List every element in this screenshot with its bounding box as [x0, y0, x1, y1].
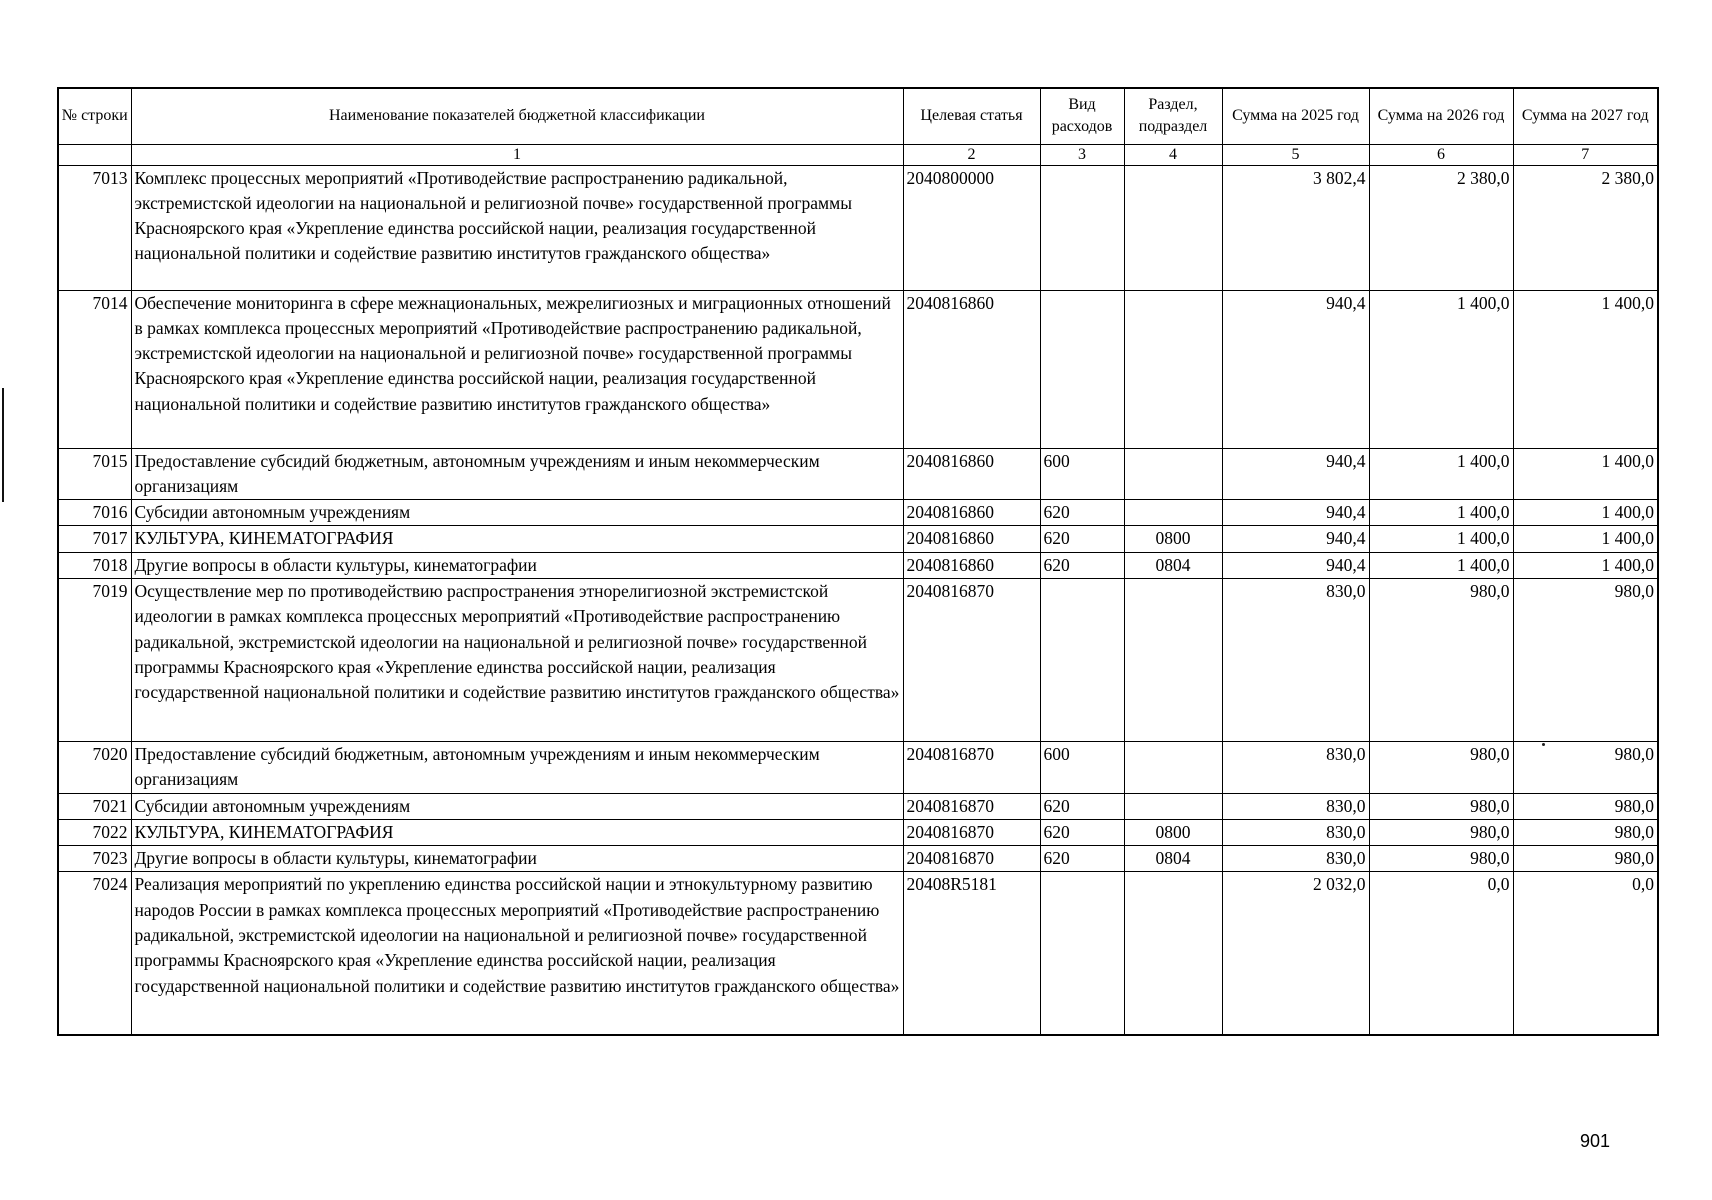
header-row-number: № строки [58, 88, 131, 144]
indicator-name: Комплекс процессных мероприятий «Противодействие распространению радикальной, экстремистской идеологии на национальной и религиозной почве» государственной программы Красноярского края «Укрепление единства российской нации, реализация государственной национальной политики и содействие развитию институтов гражданского общества» [131, 165, 903, 290]
sum-2027: 2 380,0 [1513, 165, 1658, 290]
sum-2027: 1 400,0 [1513, 500, 1658, 526]
row-number: 7022 [58, 819, 131, 845]
sum-2025: 940,4 [1222, 500, 1369, 526]
sum-2026: 1 400,0 [1369, 448, 1513, 500]
indicator-name: Другие вопросы в области культуры, кинематографии [131, 552, 903, 578]
target-item: 2040800000 [903, 165, 1040, 290]
row-number: 7021 [58, 793, 131, 819]
stray-dot [1542, 743, 1545, 746]
sum-2027: 980,0 [1513, 819, 1658, 845]
row-number: 7017 [58, 526, 131, 552]
indicator-name: Реализация мероприятий по укреплению единства российской нации и этнокультурному развитию народов России в рамках комплекса процессных мероприятий «Противодействие распространению радикальной, экстремистской идеологии на национальной и религиозной почве» государственной программы Красноярского края «Укрепление единства российской нации, реализация государственной национальной политики и содействие развитию институтов гражданского общества» [131, 872, 903, 1035]
sum-2027: 1 400,0 [1513, 290, 1658, 448]
section-code: 0804 [1124, 846, 1222, 872]
sum-2025: 940,4 [1222, 448, 1369, 500]
expense-kind: 620 [1040, 819, 1124, 845]
section-code [1124, 872, 1222, 1035]
indicator-name: Субсидии автономным учреждениям [131, 793, 903, 819]
header-target-item: Целевая статья [903, 88, 1040, 144]
target-item: 2040816860 [903, 526, 1040, 552]
column-number: 2 [903, 144, 1040, 165]
table-row [58, 793, 1658, 819]
target-item: 2040816870 [903, 741, 1040, 793]
section-code: 0804 [1124, 552, 1222, 578]
sum-2025: 940,4 [1222, 526, 1369, 552]
target-item: 20408R5181 [903, 872, 1040, 1035]
column-number: 4 [1124, 144, 1222, 165]
column-number: 7 [1513, 144, 1658, 165]
column-number: 6 [1369, 144, 1513, 165]
row-number: 7016 [58, 500, 131, 526]
page-number: 901 [1580, 1131, 1611, 1151]
sum-2026: 2 380,0 [1369, 165, 1513, 290]
sum-2027: 980,0 [1513, 741, 1658, 793]
row-number: 7015 [58, 448, 131, 500]
row-number: 7020 [58, 741, 131, 793]
column-number: 5 [1222, 144, 1369, 165]
scan-margin-mark [2, 388, 4, 502]
section-code: 0800 [1124, 819, 1222, 845]
target-item: 2040816860 [903, 552, 1040, 578]
expense-kind: 620 [1040, 552, 1124, 578]
sum-2025: 830,0 [1222, 819, 1369, 845]
row-number: 7019 [58, 578, 131, 741]
target-item: 2040816870 [903, 846, 1040, 872]
expense-kind: 620 [1040, 846, 1124, 872]
row-number: 7018 [58, 552, 131, 578]
expense-kind [1040, 578, 1124, 741]
table-row [58, 448, 1658, 500]
section-code: 0800 [1124, 526, 1222, 552]
table-row [58, 741, 1658, 793]
indicator-name: Другие вопросы в области культуры, кинематографии [131, 846, 903, 872]
target-item: 2040816860 [903, 448, 1040, 500]
target-item: 2040816870 [903, 578, 1040, 741]
table-row [58, 165, 1658, 290]
table-row [58, 872, 1658, 1035]
column-number [58, 144, 131, 165]
indicator-name: Осуществление мер по противодействию распространения этнорелигиозной экстремистской идеологии в рамках комплекса процессных мероприятий «Противодействие распространению радикальной, экстремистской идеологии на национальной и религиозной почве» государственной программы Красноярского края «Укрепление единства российской нации, реализация государственной национальной политики и содействие развитию институтов гражданского общества» [131, 578, 903, 741]
sum-2025: 3 802,4 [1222, 165, 1369, 290]
target-item: 2040816860 [903, 500, 1040, 526]
expense-kind [1040, 290, 1124, 448]
target-item: 2040816870 [903, 793, 1040, 819]
row-number: 7024 [58, 872, 131, 1035]
section-code [1124, 500, 1222, 526]
budget-table [57, 87, 1659, 1036]
expense-kind [1040, 872, 1124, 1035]
sum-2027: 980,0 [1513, 578, 1658, 741]
sum-2025: 830,0 [1222, 793, 1369, 819]
target-item: 2040816870 [903, 819, 1040, 845]
indicator-name: КУЛЬТУРА, КИНЕМАТОГРАФИЯ [131, 526, 903, 552]
expense-kind [1040, 165, 1124, 290]
section-code [1124, 741, 1222, 793]
sum-2027: 1 400,0 [1513, 526, 1658, 552]
section-code [1124, 165, 1222, 290]
sum-2026: 1 400,0 [1369, 552, 1513, 578]
sum-2027: 980,0 [1513, 793, 1658, 819]
section-code [1124, 578, 1222, 741]
indicator-name: Предоставление субсидий бюджетным, автономным учреждениям и иным некоммерческим организациям [131, 741, 903, 793]
section-code [1124, 290, 1222, 448]
sum-2025: 940,4 [1222, 290, 1369, 448]
sum-2026: 980,0 [1369, 578, 1513, 741]
indicator-name: Предоставление субсидий бюджетным, автономным учреждениям и иным некоммерческим организациям [131, 448, 903, 500]
section-code [1124, 448, 1222, 500]
table-row [58, 846, 1658, 872]
sum-2026: 980,0 [1369, 741, 1513, 793]
table-header-row [58, 88, 1658, 144]
row-number: 7023 [58, 846, 131, 872]
sum-2027: 1 400,0 [1513, 552, 1658, 578]
expense-kind: 620 [1040, 793, 1124, 819]
sum-2025: 830,0 [1222, 846, 1369, 872]
header-sum-2027: Сумма на 2027 год [1513, 88, 1658, 144]
sum-2025: 830,0 [1222, 578, 1369, 741]
expense-kind: 600 [1040, 448, 1124, 500]
table-row [58, 290, 1658, 448]
expense-kind: 600 [1040, 741, 1124, 793]
header-sum-2025: Сумма на 2025 год [1222, 88, 1369, 144]
sum-2026: 980,0 [1369, 846, 1513, 872]
sum-2027: 980,0 [1513, 846, 1658, 872]
row-number: 7013 [58, 165, 131, 290]
section-code [1124, 793, 1222, 819]
expense-kind: 620 [1040, 526, 1124, 552]
sum-2026: 980,0 [1369, 793, 1513, 819]
table-row [58, 819, 1658, 845]
column-number: 1 [131, 144, 903, 165]
header-indicator-name: Наименование показателей бюджетной классификации [131, 88, 903, 144]
expense-kind: 620 [1040, 500, 1124, 526]
sum-2026: 1 400,0 [1369, 500, 1513, 526]
sum-2025: 830,0 [1222, 741, 1369, 793]
indicator-name: Обеспечение мониторинга в сфере межнациональных, межрелигиозных и миграционных отношений в рамках комплекса процессных мероприятий «Противодействие распространению радикальной, экстремистской идеологии на национальной и религиозной почве» государственной программы Красноярского края «Укрепление единства российской нации, реализация государственной национальной политики и содействие развитию институтов гражданского общества» [131, 290, 903, 448]
sum-2025: 2 032,0 [1222, 872, 1369, 1035]
sum-2026: 980,0 [1369, 819, 1513, 845]
sum-2026: 0,0 [1369, 872, 1513, 1035]
sum-2026: 1 400,0 [1369, 526, 1513, 552]
sum-2027: 1 400,0 [1513, 448, 1658, 500]
header-expense-kind: Вид расходов [1040, 88, 1124, 144]
table-row [58, 500, 1658, 526]
sum-2026: 1 400,0 [1369, 290, 1513, 448]
table-row [58, 552, 1658, 578]
column-number-row [58, 144, 1658, 165]
sum-2027: 0,0 [1513, 872, 1658, 1035]
row-number: 7014 [58, 290, 131, 448]
indicator-name: КУЛЬТУРА, КИНЕМАТОГРАФИЯ [131, 819, 903, 845]
header-section: Раздел, подраздел [1124, 88, 1222, 144]
target-item: 2040816860 [903, 290, 1040, 448]
sum-2025: 940,4 [1222, 552, 1369, 578]
header-sum-2026: Сумма на 2026 год [1369, 88, 1513, 144]
column-number: 3 [1040, 144, 1124, 165]
table-row [58, 578, 1658, 741]
indicator-name: Субсидии автономным учреждениям [131, 500, 903, 526]
table-row [58, 526, 1658, 552]
